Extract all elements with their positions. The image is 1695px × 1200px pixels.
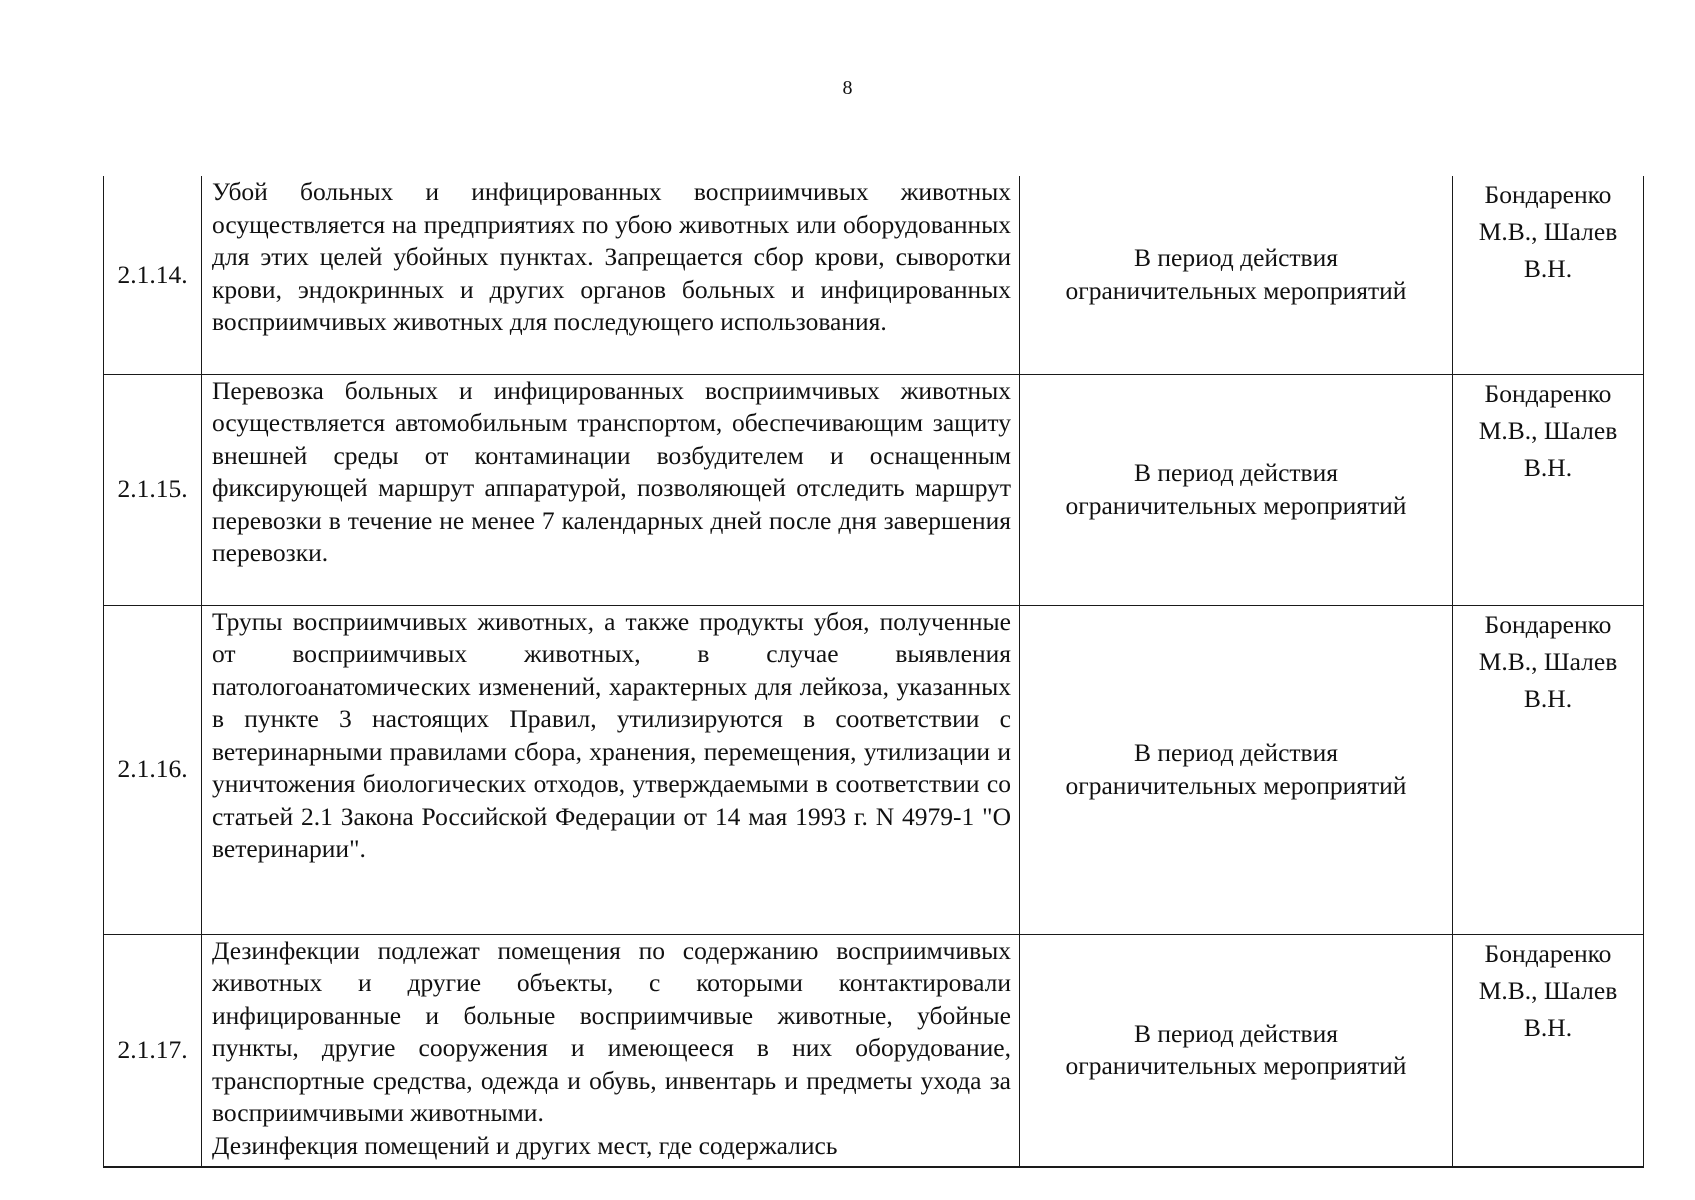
item-period — [1020, 605, 1453, 934]
description-paragraph: Перевозка больных и инфицированных восприимчивых животных осуществляется автомобильным транспортом, обеспечивающим защиту внешней среды от контаминации возбудителем и оснащенным фиксирующей маршрут аппаратурой, позволяющей отследить маршрут перевозки в течение не менее 7 календарных дней после дня завершения перевозки. — [212, 375, 1011, 567]
period-line: В период действия — [1134, 1018, 1338, 1048]
item-description — [202, 176, 1020, 374]
period-line: В период действия — [1134, 458, 1338, 487]
table-row — [104, 176, 1644, 374]
item-responsible: Бондаренко М.В., Шалев В.Н. — [1453, 934, 1644, 1167]
item-responsible: Бондаренко М.В., Шалев В.Н. — [1453, 374, 1644, 605]
description-paragraph: Трупы восприимчивых животных, а также продукты убоя, полученные от восприимчивых животных, в случае выявления патологоанатомических изменений, характерных для лейкоза, указанных в пункте 3 настоящих Правил, утилизируются в соответствии с ветеринарными правилами сбора, хранения, перемещения, утилизации и уничтожения биологических отходов, утверждаемыми в соответствии со статьей 2.1 Закона Российской Федерации от 14 мая 1993 г. N 4979-1 "О ветеринарии". — [212, 606, 1011, 863]
description-paragraph: Убой больных и инфицированных восприимчивых животных осуществляется на предприятиях по убою животных или оборудованных для этих целей убойных пунктах. Запрещается сбор крови, сыворотки крови, эндокринных и других органов больных и инфицированных восприимчивых животных для последующего использования. — [212, 177, 1011, 336]
item-number: 2.1.15. — [104, 374, 202, 605]
item-description — [202, 374, 1020, 605]
table-row — [104, 934, 1644, 1167]
item-description — [202, 605, 1020, 934]
description-paragraph: Дезинфекции подлежат помещения по содержанию восприимчивых животных и другие объекты, с которыми контактировали инфицированные и больные восприимчивые животные, убойные пункты, другие сооружения и имеющееся в них оборудование, транспортные средства, одежда и обувь, инвентарь и предметы ухода за восприимчивыми животными. — [212, 935, 1011, 1127]
item-responsible: Бондаренко М.В., Шалев В.Н. — [1453, 605, 1644, 934]
period-line: В период действия — [1134, 738, 1338, 767]
period-line: ограничительных мероприятий — [1065, 1051, 1407, 1081]
period-line: ограничительных мероприятий — [1065, 490, 1407, 520]
table-row — [104, 374, 1644, 605]
period-line: ограничительных мероприятий — [1065, 770, 1407, 800]
item-period — [1020, 176, 1453, 374]
measures-table — [103, 176, 1644, 1168]
page-number: 8 — [842, 77, 853, 99]
item-description — [202, 934, 1020, 1167]
item-number: 2.1.17. — [104, 934, 202, 1167]
item-responsible: Бондаренко М.В., Шалев В.Н. — [1453, 176, 1644, 374]
description-paragraph: Дезинфекция помещений и других мест, где содержались — [212, 1130, 838, 1160]
table-row — [104, 605, 1644, 934]
item-period — [1020, 934, 1453, 1167]
period-line: ограничительных мероприятий — [1065, 275, 1407, 305]
item-period — [1020, 374, 1453, 605]
item-number: 2.1.16. — [104, 605, 202, 934]
period-line: В период действия — [1134, 243, 1338, 273]
item-number: 2.1.14. — [104, 176, 202, 374]
